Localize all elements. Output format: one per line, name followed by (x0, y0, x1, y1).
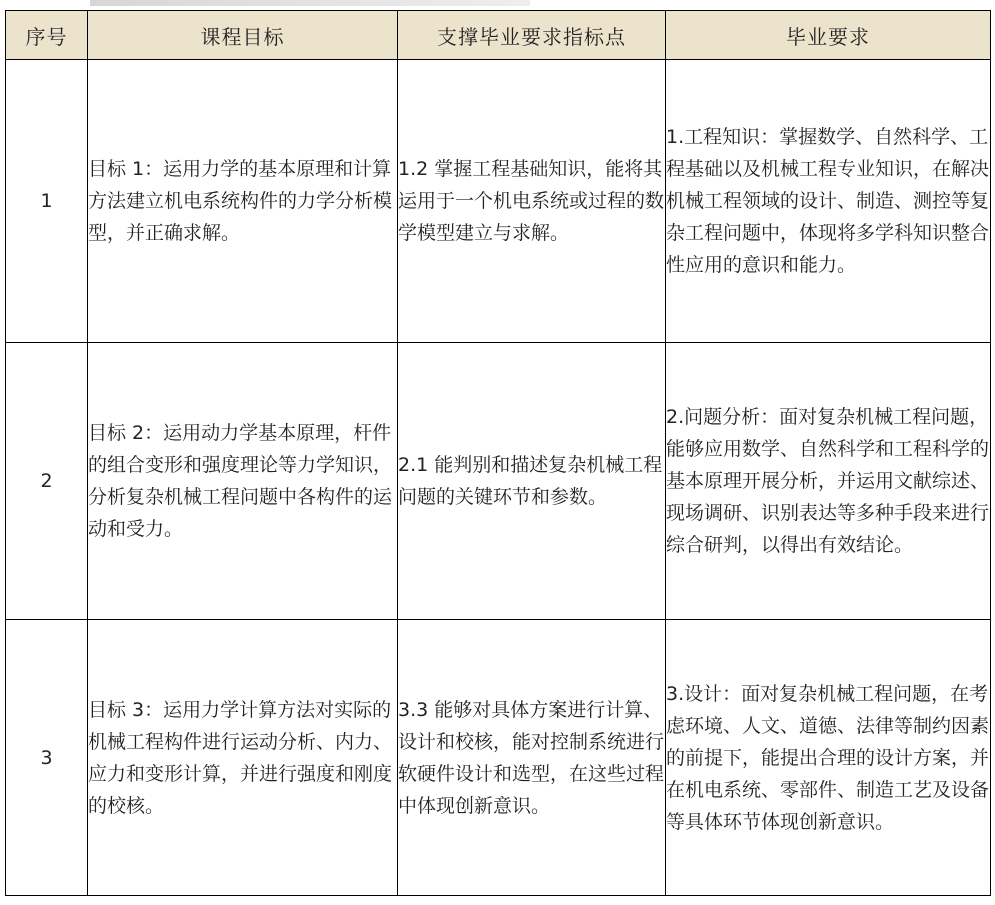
row-indicator: 1.2 掌握工程基础知识，能将其运用于一个机电系统或过程的数学模型建立与求解。 (398, 60, 666, 343)
row-indicator: 2.1 能判别和描述复杂机械工程问题的关键环节和参数。 (398, 343, 666, 620)
row-graduation-requirement: 2.问题分析：面对复杂机械工程问题，能够应用数学、自然科学和工程科学的基本原理开展分析，并运用文献综述、现场调研、识别表达等多种手段来进行综合研判，以得出有效结论。 (666, 343, 991, 620)
row-seq: 1 (6, 60, 88, 343)
table-row (6, 343, 991, 620)
row-course-goal: 目标 2：运用动力学基本原理，杆件的组合变形和强度理论等力学知识，分析复杂机械工程问题中各构件的运动和受力。 (88, 343, 398, 620)
row-course-goal: 目标 3：运用力学计算方法对实际的机械工程构件进行运动分析、内力、应力和变形计算，并进行强度和刚度的校核。 (88, 620, 398, 896)
row-seq: 3 (6, 620, 88, 896)
row-indicator: 3.3 能够对具体方案进行计算、设计和校核，能对控制系统进行软硬件设计和选型，在这些过程中体现创新意识。 (398, 620, 666, 896)
table-row (6, 60, 991, 343)
cropped-caption-strip (90, 0, 530, 6)
header-graduation-requirement: 毕业要求 (666, 11, 991, 60)
row-course-goal: 目标 1：运用力学的基本原理和计算方法建立机电系统构件的力学分析模型，并正确求解。 (88, 60, 398, 343)
table-header-row (6, 11, 991, 60)
table-row (6, 620, 991, 896)
header-indicator: 支撑毕业要求指标点 (398, 11, 666, 60)
row-graduation-requirement: 3.设计：面对复杂机械工程问题，在考虑环境、人文、道德、法律等制约因素的前提下，能提出合理的设计方案，并在机电系统、零部件、制造工艺及设备等具体环节体现创新意识。 (666, 620, 991, 896)
header-seq: 序号 (6, 11, 88, 60)
row-graduation-requirement: 1.工程知识：掌握数学、自然科学、工程基础以及机械工程专业知识，在解决机械工程领域的设计、制造、测控等复杂工程问题中，体现将多学科知识整合性应用的意识和能力。 (666, 60, 991, 343)
course-objectives-table (5, 10, 991, 896)
row-seq: 2 (6, 343, 88, 620)
header-course-goal: 课程目标 (88, 11, 398, 60)
